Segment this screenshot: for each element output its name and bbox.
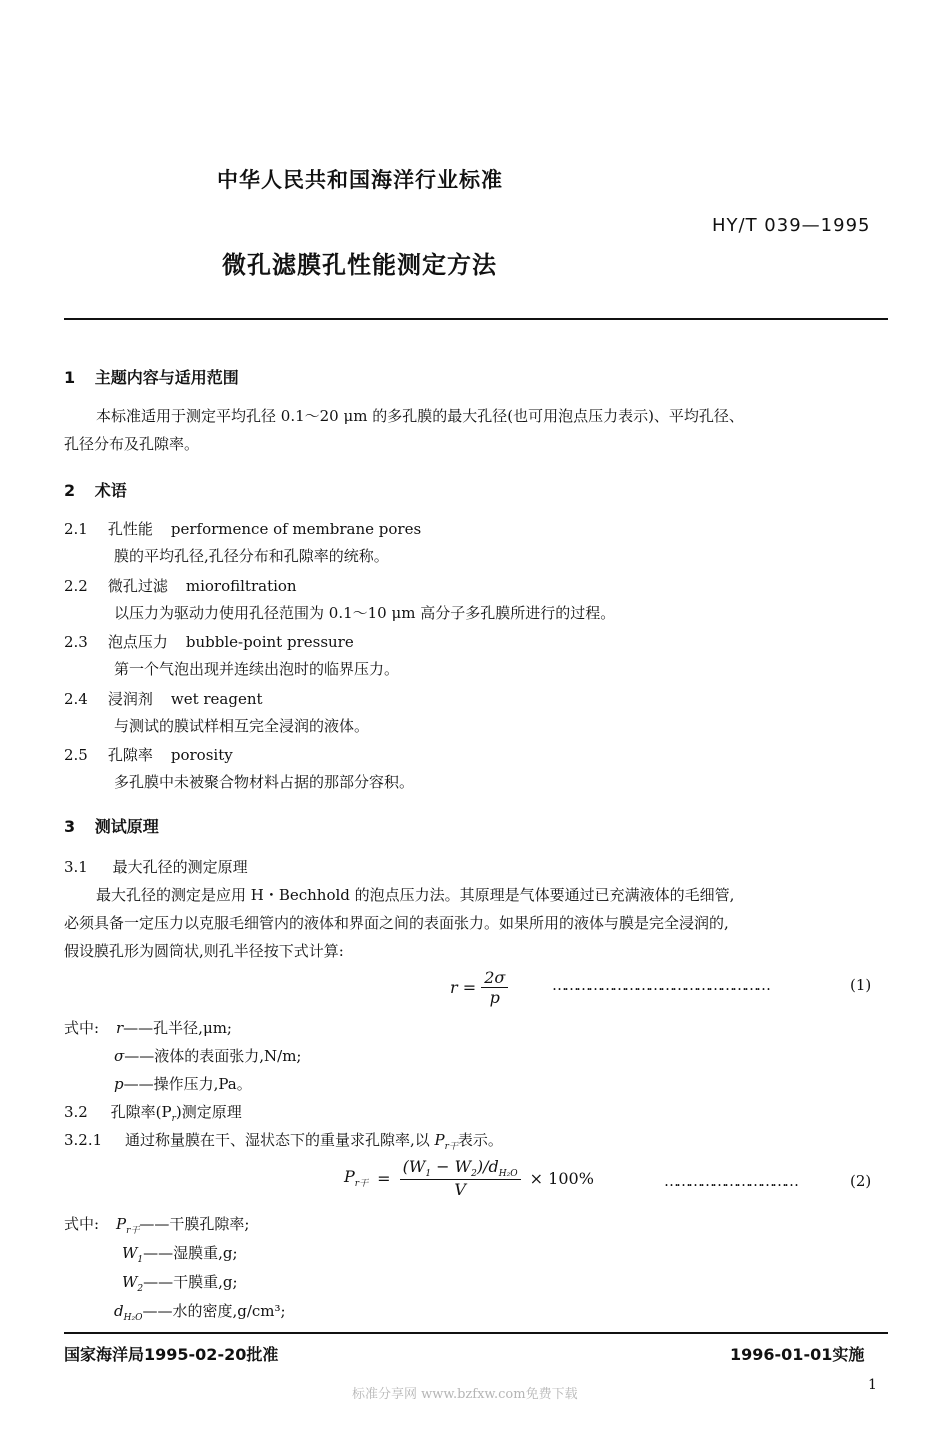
term-english: miorofiltration — [185, 577, 297, 595]
variable-definition — [114, 1300, 286, 1323]
section-1-paragraph-line: 孔径分布及孔隙率。 — [64, 435, 200, 453]
subsection-3-2-1-line: 3.2.1 通过称量膜在干、湿状态下的重量求孔隙率,以 $P_{r干}$表示。 — [64, 1131, 503, 1152]
section-3-heading — [64, 814, 159, 837]
page-number: 1 — [868, 1377, 877, 1393]
variable-meaning: 孔半径,μm; — [153, 1019, 232, 1037]
equation-leader-dots: ……………………………………………… — [552, 976, 768, 994]
section-title: 主题内容与适用范围 — [94, 368, 239, 387]
subsection-3-1-paragraph-line: 最大孔径的测定是应用 H・Bechhold 的泡点压力法。其原理是气体要通过已充满液体的毛细管, — [96, 886, 735, 904]
variable-symbol: σ — [114, 1047, 125, 1065]
term-entry — [64, 688, 263, 709]
section-title: 测试原理 — [94, 817, 159, 836]
term-english: performence of membrane pores — [170, 520, 422, 538]
equation-number: (1) — [850, 976, 872, 994]
variable-subscript: 2 — [137, 1284, 144, 1294]
variable-symbol: W — [122, 1273, 138, 1291]
variable-meaning: 干膜孔隙率; — [169, 1215, 250, 1233]
fraction-denominator: p — [489, 988, 500, 1007]
subsection-title: 孔隙率$(P_r)$测定原理 — [110, 1103, 242, 1124]
term-number: 2.1 — [64, 520, 88, 538]
term-number: 2.4 — [64, 690, 88, 708]
agency-title: 中华人民共和国海洋行业标准 — [217, 168, 503, 192]
variable-subscript: 1 — [137, 1255, 144, 1265]
document-title: 微孔滤膜孔性能测定方法 — [222, 251, 497, 279]
term-entry — [64, 631, 354, 652]
standard-code: HY/T 039—1995 — [712, 215, 871, 236]
section-number: 3 — [64, 817, 76, 836]
subsection-number: 3.1 — [64, 858, 88, 876]
variable-definition — [114, 1073, 252, 1094]
equation-leader-dots: …………………………… — [664, 1172, 796, 1190]
variable-definition — [114, 1045, 301, 1066]
equation-multiplier: × 100% — [529, 1168, 594, 1188]
definition-dash: —— — [124, 1047, 155, 1065]
variable-subscript: H₂O — [123, 1313, 143, 1323]
term-chinese: 浸润剂 — [107, 690, 153, 708]
variable-meaning: 操作压力,Pa。 — [153, 1075, 252, 1093]
variable-symbol: W — [122, 1244, 138, 1262]
subsection-title: 最大孔径的测定原理 — [112, 858, 248, 876]
term-definition: 膜的平均孔径,孔径分布和孔隙率的统称。 — [114, 547, 389, 565]
subsection-3-1-paragraph-line: 假设膜孔形为圆筒状,则孔半径按下式计算: — [64, 942, 344, 960]
fraction-denominator: V — [454, 1180, 466, 1200]
footer-divider — [64, 1332, 888, 1334]
variable-definition — [122, 1271, 238, 1294]
subsection-3-1-heading — [64, 856, 248, 877]
term-definition: 以压力为驱动力使用孔径范围为 0.1～10 μm 高分子多孔膜所进行的过程。 — [114, 604, 616, 622]
term-number: 2.2 — [64, 577, 88, 595]
term-chinese: 泡点压力 — [107, 633, 168, 651]
term-english: bubble-point pressure — [185, 633, 354, 651]
variable-meaning: 干膜重,g; — [173, 1273, 238, 1291]
section-title: 术语 — [94, 481, 127, 500]
fraction-numerator: 2σ — [481, 968, 508, 988]
term-chinese: 孔隙率 — [107, 746, 153, 764]
term-entry — [64, 575, 297, 596]
subsection-3-2-heading — [64, 1101, 242, 1124]
subsection-number: 3.2.1 — [64, 1131, 103, 1149]
term-english: wet reagent — [170, 690, 263, 708]
term-definition: 多孔膜中未被聚合物材料占据的那部分容积。 — [114, 773, 415, 791]
section-number: 2 — [64, 481, 76, 500]
variable-meaning: 湿膜重,g; — [173, 1244, 238, 1262]
variable-symbol: P — [116, 1215, 127, 1233]
term-number: 2.3 — [64, 633, 88, 651]
definition-dash: —— — [143, 1273, 174, 1291]
definition-dash: —— — [143, 1244, 174, 1262]
fraction-numerator: $(W_1 - W_2)/d_{H_2O}$ — [400, 1157, 521, 1180]
header-divider — [64, 318, 888, 320]
approval-date: 国家海洋局1995-02-20批准 — [64, 1345, 279, 1364]
where-label: 式中: — [64, 1019, 100, 1037]
equation-fraction — [481, 968, 508, 1007]
variable-subscript: r干 — [126, 1226, 140, 1236]
definition-dash: —— — [123, 1019, 154, 1037]
term-chinese: 孔性能 — [107, 520, 153, 538]
effective-date: 1996-01-01实施 — [730, 1345, 865, 1364]
watermark: 标准分享网 www.bzfxw.com免费下载 — [352, 1387, 578, 1402]
subsection-3-1-paragraph-line: 必须具备一定压力以克服毛细管内的液体和界面之间的表面张力。如果所用的液体与膜是完全浸润的, — [64, 914, 729, 932]
section-1-heading — [64, 365, 239, 388]
equation-lhs: $P_{r干}$ — [344, 1167, 369, 1190]
variable-definition — [116, 1017, 232, 1038]
variable-definition — [116, 1213, 249, 1236]
variable-symbol: r — [116, 1019, 124, 1037]
subsection-number: 3.2 — [64, 1103, 88, 1121]
section-1-paragraph-line: 本标准适用于测定平均孔径 0.1～20 μm 的多孔膜的最大孔径(也可用泡点压力表示)、平均孔径、 — [96, 407, 744, 425]
section-number: 1 — [64, 368, 76, 387]
term-definition: 与测试的膜试样相互完全浸润的液体。 — [114, 717, 370, 735]
where-label: 式中: — [64, 1215, 100, 1233]
term-english: porosity — [170, 746, 233, 764]
equation-lhs: r = — [450, 978, 477, 997]
equation-1 — [450, 968, 508, 1007]
term-entry — [64, 518, 421, 539]
section-2-heading — [64, 478, 127, 501]
equation-number: (2) — [850, 1172, 872, 1190]
variable-symbol: d — [114, 1302, 124, 1320]
definition-dash: —— — [139, 1215, 170, 1233]
term-number: 2.5 — [64, 746, 88, 764]
equation-2: $P_{r干}$ = $\frac{(W_1 - W_2)/d_{H_2O}}{V}$ × 100% — [344, 1157, 594, 1200]
term-entry — [64, 744, 233, 765]
definition-dash: —— — [123, 1075, 154, 1093]
variable-meaning: 水的密度,g/cm³; — [172, 1302, 286, 1320]
term-chinese: 微孔过滤 — [107, 577, 168, 595]
variable-meaning: 液体的表面张力,N/m; — [154, 1047, 302, 1065]
definition-dash: —— — [142, 1302, 173, 1320]
equation-fraction — [400, 1157, 521, 1199]
term-definition: 第一个气泡出现并连续出泡时的临界压力。 — [114, 660, 400, 678]
variable-symbol: p — [114, 1075, 124, 1093]
variable-definition — [122, 1242, 238, 1265]
